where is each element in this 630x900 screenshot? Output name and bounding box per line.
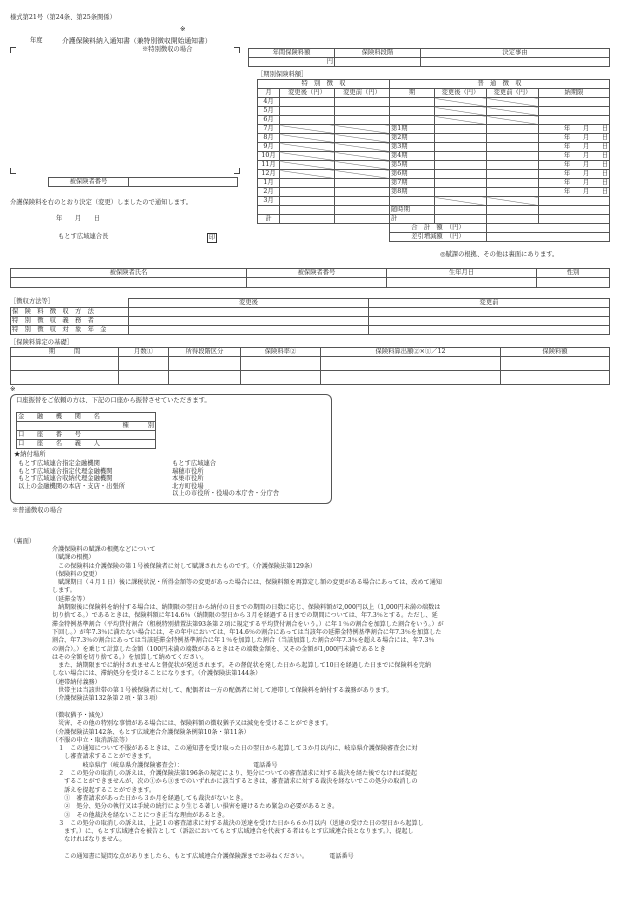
period-row <box>258 197 610 206</box>
period-row <box>258 98 610 107</box>
calc-col-premium: 保険料額 <box>501 348 610 357</box>
special-after-cell <box>280 215 335 224</box>
back-text-line: 訴えを提起することができます。 <box>52 786 156 794</box>
period-cell: 第5期 <box>390 161 435 170</box>
payment-place: もとす広域連合指定金融機関 <box>18 460 100 467</box>
fiscal-year-label: 年度 <box>30 37 43 44</box>
back-text-line: （不服の申立・取消訴訟等） <box>52 736 132 744</box>
deadline-cell <box>539 107 610 116</box>
period-cell: 第3期 <box>390 143 435 152</box>
ordinary-after-cell <box>435 215 487 224</box>
difference-label: 差引増減額 （円） <box>390 233 487 242</box>
period-row <box>258 125 610 134</box>
ordinary-after-cell <box>435 143 487 152</box>
back-text-line: 岐阜県庁（岐阜県介護保険審査会）： 電話番号 <box>52 761 278 769</box>
back-text-line: （賦課の根拠） <box>52 554 95 562</box>
annual-premium-header: 年間保険料額 <box>249 49 335 58</box>
month-cell: 11月 <box>258 161 280 170</box>
ordinary-after-cell <box>435 206 487 215</box>
deadline-cell: 年 月 日 <box>539 125 610 134</box>
back-text-line: しない場合には、滞納処分を受けることになります。（介護保険法第144条） <box>52 670 262 678</box>
ordinary-note: ※普通徴収の場合 <box>12 507 63 514</box>
special-before-cell <box>335 143 390 152</box>
payment-place: もとす広域連合 <box>172 460 217 467</box>
payment-places-left <box>18 460 125 490</box>
payment-place: 北方町役場 <box>172 482 204 490</box>
back-text-line: なければなりません。 <box>52 836 126 844</box>
ordinary-after-cell <box>435 188 487 197</box>
method-row-label: 特 別 徴 収 対 象 年 金 <box>11 326 129 335</box>
ordinary-after-cell <box>435 170 487 179</box>
document-title: 介護保険料納入通知書（兼特別徴収開始通知書） <box>62 37 212 45</box>
special-after-cell <box>280 143 335 152</box>
window-corner <box>234 47 240 53</box>
special-before-cell <box>335 188 390 197</box>
back-text-line: し審査請求することができます。 <box>52 753 156 761</box>
window-corner <box>234 168 240 174</box>
ordinary-after-cell <box>435 197 487 206</box>
special-before-cell <box>335 215 390 224</box>
period-cell: 第4期 <box>390 152 435 161</box>
back-text-line: この保険料は介護保険の第１号被保険者に対して賦課されたものです。（介護保険法第129条） <box>52 562 317 570</box>
month-cell: 計 <box>258 215 280 224</box>
back-reference-note: ◎賦課の根拠、その他は裏面にあります。 <box>440 251 559 258</box>
month-cell: 3月 <box>258 197 280 206</box>
period-cell: 第7期 <box>390 179 435 188</box>
month-cell: 10月 <box>258 152 280 161</box>
bank-intro: 口座振替をご依頼の方は、下記の口座から振替させていただきます。 <box>16 397 211 404</box>
calc-basis-label: ［保険料算定の基礎］ <box>10 339 73 346</box>
deadline-cell: 年 月 日 <box>539 143 610 152</box>
month-cell: 12月 <box>258 170 280 179</box>
calc-col-formula: 保険料算出額②×①／12 <box>321 348 501 357</box>
bank-account-table <box>16 412 156 449</box>
special-after-cell <box>280 206 335 215</box>
ordinary-before-cell <box>487 170 539 179</box>
total-amount-label: 合 計 額 （円） <box>390 224 487 233</box>
ordinary-before-cell <box>487 98 539 107</box>
calc-col-period: 期 間 <box>11 348 119 357</box>
account-number-label: 口 座 番 号 <box>17 431 156 440</box>
payment-places-label: ★納付場所 <box>14 451 46 458</box>
birth-date-header: 生年月日 <box>387 269 537 278</box>
ordinary-before-cell <box>487 188 539 197</box>
special-after-cell <box>280 107 335 116</box>
ordinary-after-cell <box>435 134 487 143</box>
month-cell: 6月 <box>258 116 280 125</box>
col-period: 期 <box>390 89 435 98</box>
bank-star: ※ <box>10 386 16 393</box>
ordinary-before-cell <box>487 215 539 224</box>
month-cell: 2月 <box>258 188 280 197</box>
col-special-after: 変更後（円） <box>280 89 335 98</box>
annual-premium-table <box>248 48 610 67</box>
special-before-cell <box>335 161 390 170</box>
special-collection-header: 特 別 徴 収 <box>258 80 390 89</box>
period-row <box>258 143 610 152</box>
col-special-before: 変更前（円） <box>335 89 390 98</box>
special-before-cell <box>335 98 390 107</box>
issuer-name: もとす広域連合長 <box>58 233 109 240</box>
back-text-line: （保険料の変更） <box>52 570 101 578</box>
notice-text: 介護保険料を右のとおり決定（変更）しましたので通知します。 <box>10 199 193 206</box>
special-before-cell <box>335 107 390 116</box>
payment-place: もとす広域連合指定代理金融機関 <box>18 467 113 475</box>
ordinary-before-cell <box>487 161 539 170</box>
special-after-cell <box>280 170 335 179</box>
col-month: 月 <box>258 89 280 98</box>
special-after-cell <box>280 188 335 197</box>
special-after-cell <box>280 152 335 161</box>
ordinary-before-cell <box>487 125 539 134</box>
col-deadline: 納期限 <box>539 89 610 98</box>
period-cell: 第1期 <box>390 125 435 134</box>
period-cell <box>390 98 435 107</box>
back-text-line: ② 処分、処分の執行又は手続の続行により生じる著しい損害を避けるため緊急の必要があるとき。 <box>52 803 339 811</box>
ordinary-before-cell <box>487 107 539 116</box>
back-text-line: （徴収猶予・減免） <box>52 711 107 719</box>
top-mark: ※ <box>180 26 186 33</box>
back-text-line: ２ この処分の取消しの訴えは、介護保険法第196条の規定により、処分についての審査請求に対する裁決を経た後でなければ提起 <box>52 770 417 778</box>
period-row <box>258 206 610 215</box>
ordinary-before-cell <box>487 116 539 125</box>
deadline-cell: 年 月 日 <box>539 152 610 161</box>
period-premium-table <box>257 79 610 242</box>
special-after-cell <box>280 197 335 206</box>
ordinary-before-cell <box>487 134 539 143</box>
insured-number-box <box>48 177 238 187</box>
back-text-line: （介護保険法第132条第２項・第３項） <box>52 695 162 703</box>
method-row-label: 特 別 徴 収 義 務 者 <box>11 317 129 326</box>
window-corner <box>10 168 16 174</box>
special-before-cell <box>335 170 390 179</box>
back-text-line <box>52 845 612 853</box>
special-before-cell <box>335 125 390 134</box>
insured-number-header: 被保険者番号 <box>247 269 387 278</box>
back-text-line: 下回し。）が年7.3％に満たない場合には、その年中においては、年14.6％の割合にあっては当該年の延滞金特例基準割合に年7.3％を加算した <box>52 628 442 636</box>
ordinary-collection-header: 普 通 徴 収 <box>390 80 610 89</box>
deadline-cell: 年 月 日 <box>539 134 610 143</box>
insured-number-label: 被保険者番号 <box>49 178 129 187</box>
special-after-cell <box>280 116 335 125</box>
month-cell <box>258 206 280 215</box>
period-cell: 第2期 <box>390 134 435 143</box>
deadline-cell <box>539 98 610 107</box>
ordinary-after-cell <box>435 125 487 134</box>
back-text-line: 割合、年7.3％の割合にあっては当該延滞金特例基準割合に年１％を加算した割合（当該加算した割合が年7.3％を超える場合には、年7.3％ <box>52 637 435 645</box>
special-before-cell <box>335 134 390 143</box>
back-side-text <box>52 546 612 861</box>
period-row <box>258 116 610 125</box>
payment-place: もとす広域連合収納代理金融機関 <box>18 475 113 483</box>
ordinary-after-cell <box>435 107 487 116</box>
deadline-cell <box>539 215 610 224</box>
month-cell: 1月 <box>258 179 280 188</box>
premium-stage-header: 保険料段階 <box>335 49 421 58</box>
back-text-line: 切り捨てる。）であるときは、保険料額に年14.6％（納期限の翌日から３月を経過する日までの期間については、年7.3％とする。ただし、延 <box>52 612 438 620</box>
back-text-line: ます。）に、もとす広域連合を被告として（訴訟においてもとす広域連合を代表する者はもとす広域連合長となります。）、提起し <box>52 828 414 836</box>
back-text-line: （介護保険法第142条、もとす広域連合介護保険条例第10条・第11条） <box>52 728 250 736</box>
back-text-line: 世帯主は当該世帯の第１号被保険者に対して、配偶者は一方の配偶者に対して連帯して保険料を納付する義務があります。 <box>52 687 393 695</box>
collection-method-label: ［徴収方法等］ <box>10 298 55 305</box>
premium-stage-value <box>335 58 421 67</box>
special-after-cell <box>280 98 335 107</box>
back-side-label: （裏面） <box>10 538 36 545</box>
period-cell: 計 <box>390 215 435 224</box>
back-text-line: 災害、その他の特別な事情がある場合には、保険料額の徴収猶予又は減免を受けることができます。 <box>52 720 332 728</box>
special-before-cell <box>335 197 390 206</box>
back-text-line: 納期限後に保険料を納付する場合は、納期限の翌日から納付の日までの期間の日数に応じ、保険料額が2,000円以上（1,000円未満の端数は <box>52 604 441 612</box>
back-text-line: また、納期限までに納付されませんと督促状が発送されます。その督促状を発した日から起算して10日を経過した日までに保険料を完納 <box>52 662 431 670</box>
deadline-cell: 年 月 日 <box>539 179 610 188</box>
ordinary-after-cell <box>435 98 487 107</box>
gender-header: 性別 <box>537 269 610 278</box>
deadline-cell <box>539 116 610 125</box>
period-row <box>258 215 610 224</box>
calc-basis-table <box>10 347 610 385</box>
calc-col-income-stage: 所得段階区分 <box>169 348 241 357</box>
form-label: 様式第21号（第24条、第25条関係） <box>10 14 116 21</box>
ordinary-before-cell <box>487 206 539 215</box>
window-corner <box>10 47 16 53</box>
back-text-line: します。 <box>52 587 76 595</box>
back-text-line: ① 審査請求があった日から３か月を経過しても裁決がないとき。 <box>52 794 247 802</box>
deadline-cell: 年 月 日 <box>539 170 610 179</box>
ordinary-after-cell <box>435 161 487 170</box>
ordinary-after-cell <box>435 116 487 125</box>
special-after-cell <box>280 161 335 170</box>
period-cell: 第8期 <box>390 188 435 197</box>
month-cell: 9月 <box>258 143 280 152</box>
method-after-header: 変更後 <box>129 299 369 308</box>
back-text-line: 介護保険料の賦課の根拠などについて <box>52 546 156 553</box>
insured-info-table <box>10 268 610 288</box>
annual-premium-yen: 円 <box>249 58 335 67</box>
col-ordinary-before: 変更前（円） <box>487 89 539 98</box>
period-row <box>258 107 610 116</box>
calc-col-rate: 保険料率② <box>241 348 321 357</box>
ordinary-before-cell <box>487 143 539 152</box>
special-after-cell <box>280 125 335 134</box>
period-row <box>258 161 610 170</box>
period-row <box>258 179 610 188</box>
decision-reason-header: 決定事由 <box>421 49 610 58</box>
back-text-line <box>52 704 612 712</box>
back-text-line: 滞金特例基準割合（平均貸付割合（租税特別措置法第93条第２項に規定する平均貸付割合をいう。）に年１％の割合を加算した割合をいう。）が <box>52 620 444 628</box>
bank-name-label: 金 融 機 関 名 <box>17 413 156 422</box>
back-text-line: の割合）。）を乗じて計算した金額（100円未満の端数があるときはその端数金額を、又その金額が1,000円未満であるとき <box>52 645 386 653</box>
deadline-cell: 年 月 日 <box>539 161 610 170</box>
period-cell: 第6期 <box>390 170 435 179</box>
special-before-cell <box>335 116 390 125</box>
special-before-cell <box>335 152 390 161</box>
back-text-line: はその全額を切り捨てる。）を加算して納めてください。 <box>52 653 208 661</box>
back-text-line: 賦課期日（４月１日）後に課税状況・所得金額等の変更があった場合には、保険料額を再算定し額の変更がある場合にあっては、改めて通知 <box>52 579 442 587</box>
period-row <box>258 134 610 143</box>
payment-place: 以上の市役所・役場の本庁舎・分庁舎 <box>172 490 280 498</box>
account-holder-label: 口 座 名 義 人 <box>17 440 156 449</box>
special-after-cell <box>280 134 335 143</box>
method-row-label: 保 険 料 徴 収 方 法 <box>11 308 129 317</box>
ordinary-before-cell <box>487 152 539 161</box>
special-after-cell <box>280 179 335 188</box>
back-text-line: ③ その他裁決を経ないことにつき正当な理由があるとき。 <box>52 811 229 819</box>
payment-place: 本巣市役所 <box>172 475 204 483</box>
calc-col-months: 月数① <box>119 348 169 357</box>
month-cell: 8月 <box>258 134 280 143</box>
back-text-line: （連帯納付義務） <box>52 678 101 686</box>
month-cell: 4月 <box>258 98 280 107</box>
insured-number-value <box>129 178 238 187</box>
period-cell <box>390 116 435 125</box>
special-before-cell <box>335 206 390 215</box>
period-row <box>258 152 610 161</box>
period-cell: 随時期 <box>390 206 435 215</box>
back-text-line: １ この通知について不服があるときは、この通知書を受け取った日の翌日から起算して３か月以内に、岐阜県介護保険審査会に対 <box>52 745 418 753</box>
payment-places-right <box>172 460 279 498</box>
deadline-cell <box>539 206 610 215</box>
back-text-line: （延滞金等） <box>52 595 89 603</box>
document-subtitle: ※特別徴収の場合 <box>142 46 193 53</box>
payment-place: 瑞穂市役所 <box>172 467 204 475</box>
period-section-label: ［期別保険料額］ <box>257 71 308 78</box>
period-cell <box>390 107 435 116</box>
ordinary-before-cell <box>487 197 539 206</box>
ordinary-after-cell <box>435 152 487 161</box>
method-before-header: 変更前 <box>369 299 610 308</box>
deadline-cell: 年 月 日 <box>539 188 610 197</box>
month-cell: 5月 <box>258 107 280 116</box>
deadline-cell <box>539 197 610 206</box>
ordinary-before-cell <box>487 179 539 188</box>
insured-name-header: 被保険者氏名 <box>11 269 247 278</box>
period-cell <box>390 197 435 206</box>
month-cell: 7月 <box>258 125 280 134</box>
seal-mark: 印 <box>209 234 216 241</box>
period-row <box>258 188 610 197</box>
back-text-line: この通知書に疑問な点がありましたら、もとす広域連合介護保険課までお尋ねください。 電話番号 <box>52 852 354 860</box>
notice-date: 年 月 日 <box>56 215 101 222</box>
col-ordinary-after: 変更後（円） <box>435 89 487 98</box>
account-type-label: 種 別 <box>17 422 156 431</box>
back-text-line: ３ この処分の取消しの訴えは、上記１の審査請求に対する裁決の送達を受けた日から６か月以内（送達の受けた日の翌日から起算し <box>52 819 424 827</box>
decision-reason-value <box>421 58 610 67</box>
back-text-line: することができませんが、次の①から③までのいずれかに該当するときは、審査請求に対する裁決を経ないでこの処分の取消しの <box>52 778 418 786</box>
payment-place: 以上の金融機関の本店・支店・出張所 <box>18 482 126 490</box>
difference-value <box>487 233 610 242</box>
special-before-cell <box>335 179 390 188</box>
period-row <box>258 170 610 179</box>
total-amount-value <box>487 224 610 233</box>
collection-method-table <box>10 298 610 335</box>
ordinary-after-cell <box>435 179 487 188</box>
